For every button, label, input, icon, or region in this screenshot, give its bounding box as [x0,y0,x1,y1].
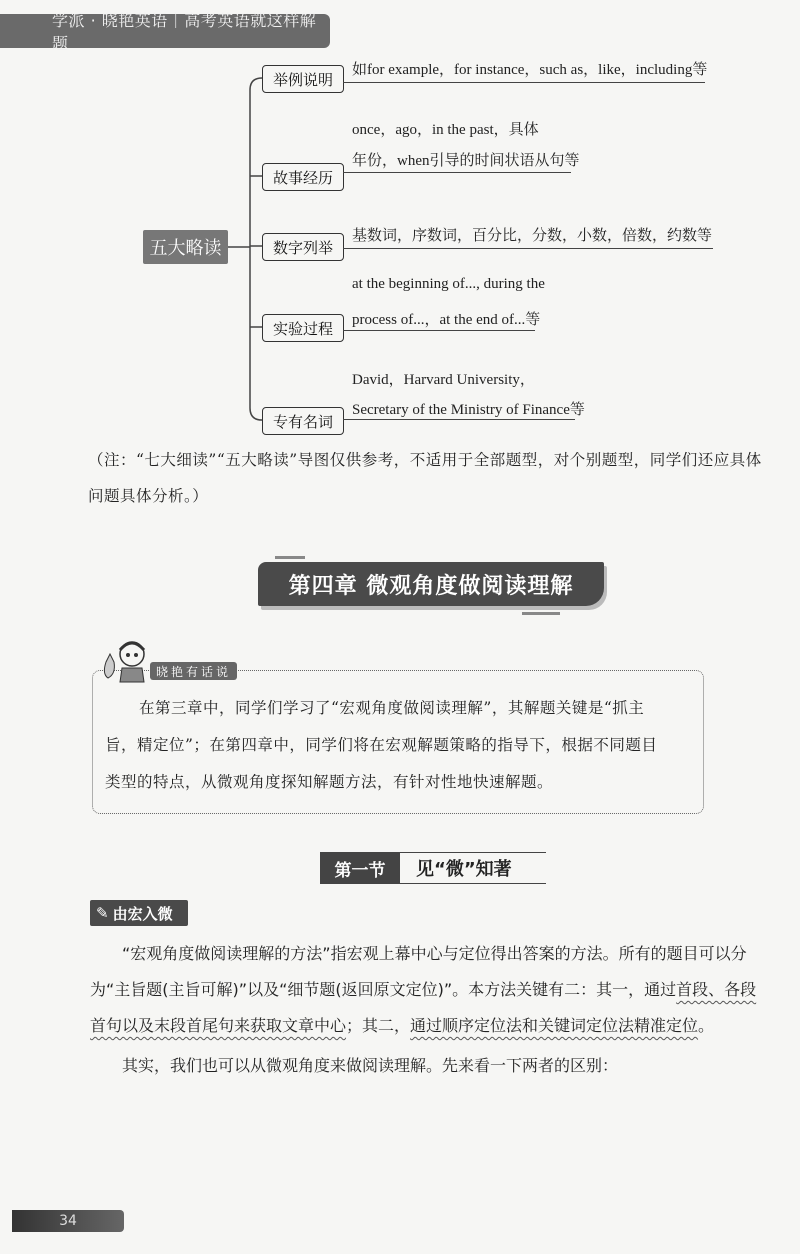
section-number: 第一节 [320,852,400,884]
branch-experiment-underline [343,330,535,331]
cartoon-avatar-icon [100,634,150,684]
branch-proper-noun-text-1: David，Harvard University， [352,372,535,388]
branch-experiment-text-1: at the beginning of..., during the [352,276,545,292]
branch-example-underline [343,82,705,83]
branch-example: 举例说明 [262,65,344,93]
pencil-icon: ✎ [96,904,109,922]
subhead [90,900,188,926]
branch-story-text-1: once，ago，in the past，具体 [352,122,539,138]
page-number: 34 [12,1210,124,1232]
branch-example-text: 如for example，for instance，such as，like，including等 [352,62,708,78]
body-p1-plain: “宏观角度做阅读理解的方法”指宏观上幕中心与定位得出答案的方法。所有的题目可以分为“主旨题(主旨可解)”以及“细节题(返回原文定位)”。本方法关键有二：其一，通过 [90,944,747,999]
branch-proper-noun-text-2: Secretary of the Ministry of Finance等 [352,402,585,418]
header-title: 学派 · 晓艳英语｜高考英语就这样解题 [52,11,317,53]
chapter-title: 第四章 微观角度做阅读理解 [258,562,604,606]
branch-proper-noun-underline [343,419,575,420]
branch-story-text-2: 年份，when引导的时间状语从句等 [352,153,580,169]
speech-tag: 晓艳有话说 [150,662,237,680]
note-line-2: 问题具体分析。） [88,487,209,505]
body-p1-emphasis-2: 通过顺序定位法和关键词定位法精准定位 [410,1016,699,1035]
branch-story-underline [343,172,571,173]
body-paragraph-1 [90,936,770,1044]
body-p1-mid: ；其二， [346,1016,411,1035]
speech-text: 在第三章中，同学们学习了“宏观角度做阅读理解”，其解题关键是“抓主旨，精定位”；在第四章中，同学们将在宏观解题策略的指导下，根据不同题目类型的特点，从微观角度探知解题方法，有针对性地快速解题。 [105,699,658,791]
branch-numbers-text: 基数词，序数词，百分比，分数，小数，倍数，约数等 [352,228,713,244]
branch-numbers-underline [343,248,713,249]
branch-proper-noun: 专有名词 [262,407,344,435]
branch-story: 故事经历 [262,163,344,191]
section-heading [320,852,546,884]
branch-experiment-text-2: process of...，at the end of...等 [352,312,541,328]
note-line-1: （注：“七大细读”“五大略读”导图仅供参考，不适用于全部题型，对个别题型，同学们还应具体 [88,451,762,469]
body-p1-emphasis-1: 首段、各段首句以及末段首尾句来获取文章中心 [90,980,757,1035]
body-paragraph-2: 其实，我们也可以从微观角度来做阅读理解。先来看一下两者的区别： [122,1056,619,1075]
branch-numbers: 数字列举 [262,233,344,261]
subhead-label: 由宏入微 [112,904,173,923]
branch-experiment: 实验过程 [262,314,344,342]
chapter-deco-bottom [522,612,560,615]
mindmap-root: 五大略读 [143,230,228,264]
chapter-deco-top [275,556,305,559]
section-title: 见“微”知著 [400,852,546,884]
body-p1-end: 。 [698,1016,715,1035]
